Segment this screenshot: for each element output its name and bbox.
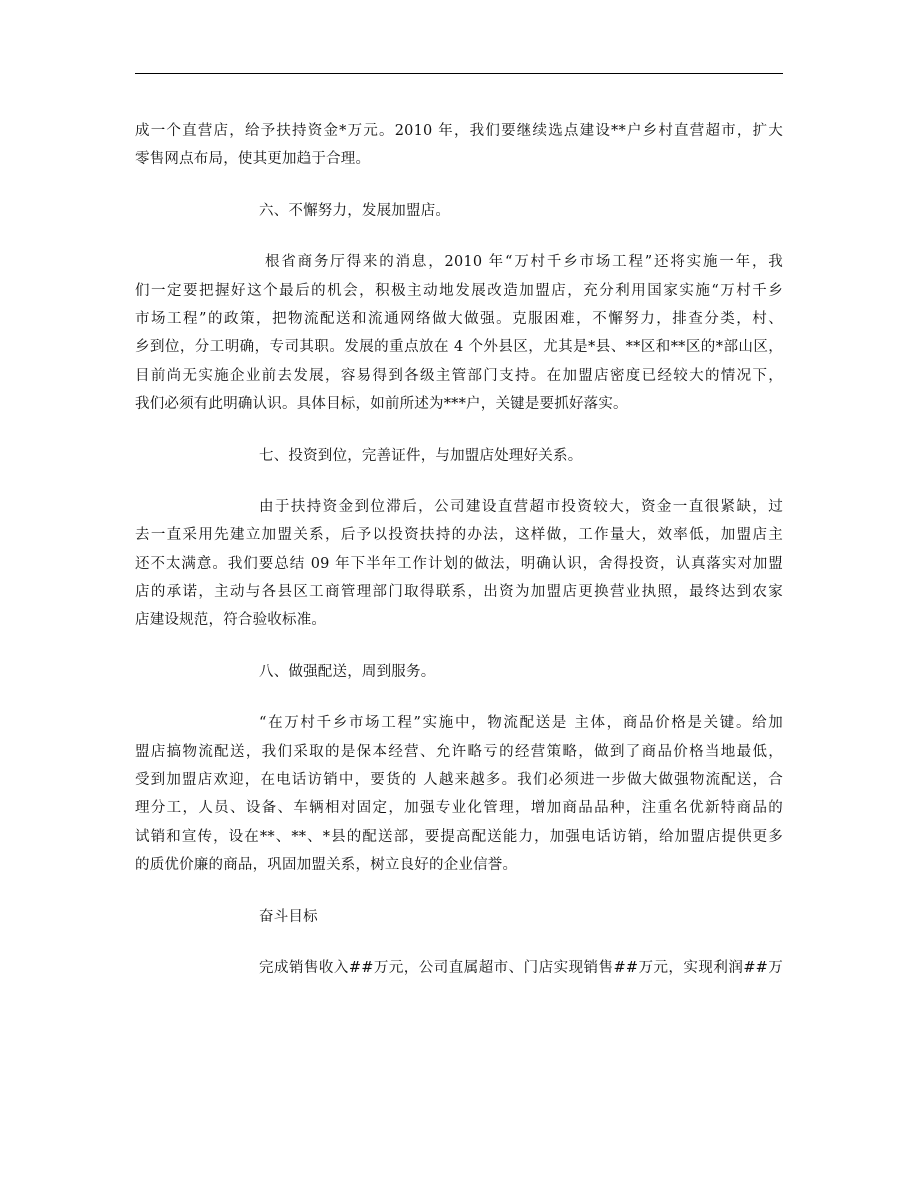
body-line: 完成销售收入##万元，公司直属超市、门店实现销售##万元，实现利润##万 <box>259 959 783 976</box>
body-line: “在万村千乡市场工程”实施中，物流配送是 主体，商品价格是关键。给加 <box>259 715 783 732</box>
body-line: 们一定要把握好这个最后的机会，积极主动地发展改造加盟店，充分利用国家实施“万村千乡 <box>135 282 783 299</box>
body-line: 去一直采用先建立加盟关系，后予以投资扶持的办法，这样做，工作量大，效率低，加盟店主 <box>135 527 783 544</box>
body-line: 由于扶持资金到位滞后，公司建设直营超市投资较大，资金一直很紧缺，过 <box>259 498 783 515</box>
body-line: 店建设规范，符合验收标准。 <box>135 612 327 629</box>
body-line: 试销和宣传，设在**、**、*县的配送部，要提高配送能力，加强电话访销，给加盟店提供更多 <box>135 828 783 845</box>
body-line: 乡到位，分工明确，专司其职。发展的重点放在 4 个外县区，尤其是*县、**区和**区的*部山区， <box>135 339 783 356</box>
section-heading-7: 七、投资到位，完善证件，与加盟店处理好关系。 <box>259 447 583 464</box>
body-line: 的质优价廉的商品，巩固加盟关系，树立良好的企业信誉。 <box>135 857 518 874</box>
body-line: 盟店搞物流配送，我们采取的是保本经营、允许略亏的经营策略，做到了商品价格当地最低， <box>135 743 783 760</box>
section-heading-8: 八、做强配送，周到服务。 <box>259 663 436 680</box>
section-heading-goals: 奋斗目标 <box>259 908 318 925</box>
body-line: 市场工程”的政策，把物流配送和流通网络做大做强。克服困难，不懈努力，排查分类，村、 <box>135 310 783 327</box>
body-line: 理分工，人员、设备、车辆相对固定，加强专业化管理，增加商品品种，注重名优新特商品的 <box>135 800 783 817</box>
body-line: 受到加盟店欢迎，在电话访销中，要货的 人越来越多。我们必须进一步做大做强物流配送，合 <box>135 772 783 789</box>
body-line: 我们必须有此明确认识。具体目标，如前所述为***户，关键是要抓好落实。 <box>135 396 628 413</box>
body-line: 目前尚无实施企业前去发展，容易得到各级主管部门支持。在加盟店密度已经较大的情况下， <box>135 367 783 384</box>
header-rule <box>135 73 783 74</box>
section-heading-6: 六、不懈努力，发展加盟店。 <box>259 202 451 219</box>
body-line: 店的承诺，主动与各县区工商管理部门取得联系，出资为加盟店更换营业执照，最终达到农家 <box>135 584 783 601</box>
body-line: 还不太满意。我们要总结 09 年下半年工作计划的做法，明确认识，舍得投资，认真落实对加盟 <box>135 555 783 572</box>
body-line: 成一个直营店，给予扶持资金*万元。2010 年，我们要继续选点建设**户乡村直营超市，扩大 <box>135 123 783 139</box>
body-line: 根省商务厅得来的消息，2010 年“万村千乡市场工程”还将实施一年，我 <box>265 254 783 271</box>
document-body <box>135 117 783 982</box>
body-line: 零售网点布局，使其更加趋于合理。 <box>135 151 371 168</box>
